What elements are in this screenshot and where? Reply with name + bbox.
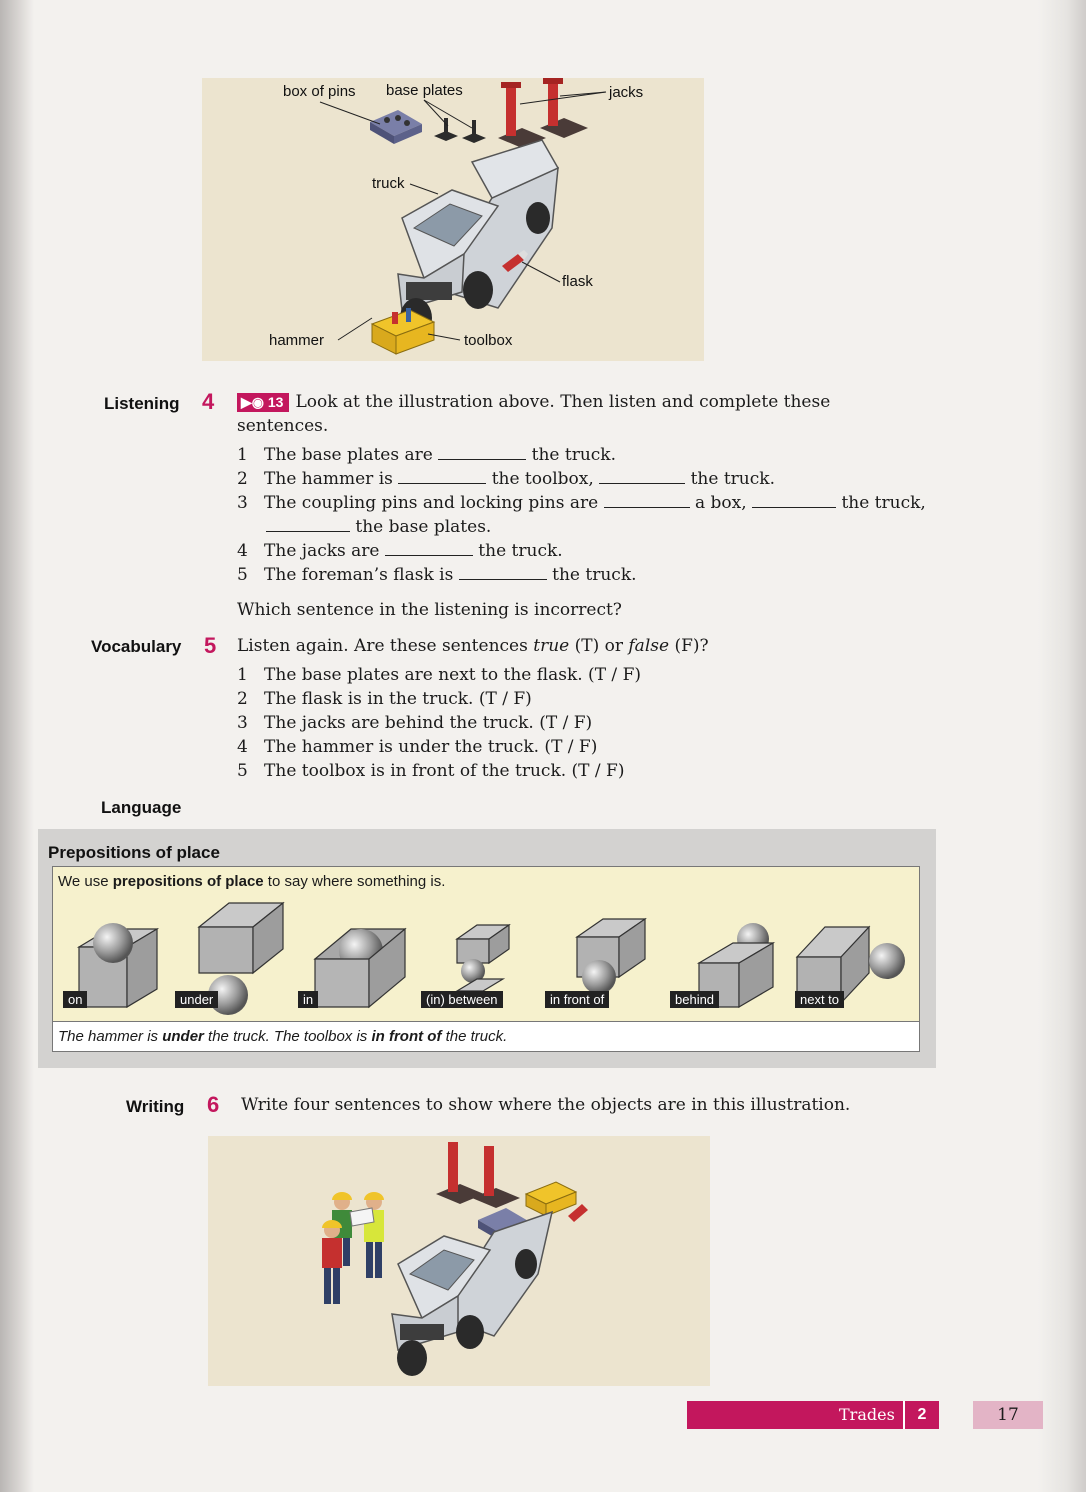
prep-tag-between: (in) between [421, 991, 503, 1008]
listening-label: Listening [104, 394, 180, 413]
vocabulary-item: 4 The hammer is under the truck. (T / F) [237, 737, 598, 757]
answer-blank[interactable] [398, 469, 486, 484]
answer-blank[interactable] [385, 541, 473, 556]
listening-item-4: 4 The jacks are the truck. [237, 541, 563, 561]
vocabulary-label: Vocabulary [91, 637, 182, 656]
answer-blank[interactable] [752, 493, 836, 508]
vocabulary-item: 2 The flask is in the truck. (T / F) [237, 689, 532, 709]
vocabulary-item: 1 The base plates are next to the flask. (T / F) [237, 665, 641, 685]
base-plates-graphic [434, 118, 486, 143]
prepositions-content [52, 866, 920, 1052]
listening-instruction: ▶◉ 13 Look at the illustration above. Then listen and complete these [237, 392, 830, 412]
prep-tag-on: on [63, 991, 87, 1008]
unit-footer [687, 1401, 939, 1429]
prepositions-intro: We use prepositions of place to say where something is. [58, 873, 446, 890]
answer-blank[interactable] [459, 565, 547, 580]
label-box-of-pins: box of pins [283, 83, 356, 100]
label-flask: flask [562, 273, 593, 290]
truck-graphic [398, 140, 558, 338]
diagram-in-front-of [577, 919, 645, 994]
answer-blank[interactable] [266, 517, 350, 532]
truck-illustration [202, 78, 704, 361]
box-of-pins-graphic [370, 110, 422, 144]
language-label: Language [101, 798, 182, 817]
listening-item-5: 5 The foreman’s flask is the truck. [237, 565, 637, 585]
diagram-on [79, 923, 157, 1007]
label-jacks: jacks [609, 84, 644, 101]
label-base-plates: base plates [386, 82, 463, 99]
writing-label: Writing [126, 1097, 185, 1116]
writing-instruction: Write four sentences to show where the objects are in this illustration. [241, 1095, 851, 1115]
prep-tag-in: in [298, 991, 318, 1008]
jacks-graphic [436, 1142, 520, 1208]
workers-graphic [322, 1192, 384, 1304]
label-hammer: hammer [269, 332, 325, 349]
prepositions-title: Prepositions of place [48, 843, 220, 862]
vocabulary-instruction: Listen again. Are these sentences true (T) or false (F)? [237, 636, 709, 656]
page-edge-right [1038, 0, 1086, 1492]
vocabulary-item: 3 The jacks are behind the truck. (T / F) [237, 713, 593, 733]
diagram-between [457, 925, 509, 991]
toolbox-graphic [526, 1182, 588, 1222]
page-edge-left [0, 0, 34, 1492]
workers-illustration [208, 1136, 710, 1386]
answer-blank[interactable] [604, 493, 690, 508]
unit-number: 2 [903, 1401, 939, 1429]
prep-tag-under: under [175, 991, 218, 1008]
vocabulary-item: 5 The toolbox is in front of the truck. (T / F) [237, 761, 625, 781]
diagram-in [315, 929, 405, 1007]
audio-track-badge[interactable]: ▶◉ 13 [237, 393, 289, 412]
prep-tag-in-front-of: in front of [545, 991, 609, 1008]
answer-blank[interactable] [599, 469, 685, 484]
jacks-graphic [498, 78, 588, 148]
unit-title: Trades [839, 1405, 895, 1424]
listening-item-1: 1 The base plates are the truck. [237, 445, 617, 465]
page-number: 17 [973, 1401, 1043, 1429]
workers-drawing [208, 1136, 710, 1386]
label-truck: truck [372, 175, 405, 192]
listening-item-3: 3 The coupling pins and locking pins are a box, the truck, [237, 493, 926, 513]
cd-icon: ▶◉ [241, 394, 268, 410]
answer-blank[interactable] [438, 445, 526, 460]
prep-tag-behind: behind [670, 991, 719, 1008]
prep-tag-next-to: next to [795, 991, 844, 1008]
truck-graphic [392, 1212, 552, 1376]
exercise-6-number: 6 [207, 1092, 220, 1117]
truck-drawing [202, 78, 704, 361]
listening-question: Which sentence in the listening is incorrect? [237, 600, 622, 620]
listening-item-2: 2 The hammer is the toolbox, the truck. [237, 469, 775, 489]
listening-item-3-cont: the base plates. [266, 517, 491, 537]
exercise-5-number: 5 [204, 633, 217, 658]
exercise-4-number: 4 [202, 389, 215, 414]
listening-instruction-cont: sentences. [237, 416, 329, 436]
prepositions-example: The hammer is under the truck. The toolbox is in front of the truck. [53, 1021, 919, 1051]
label-toolbox: toolbox [464, 332, 513, 349]
